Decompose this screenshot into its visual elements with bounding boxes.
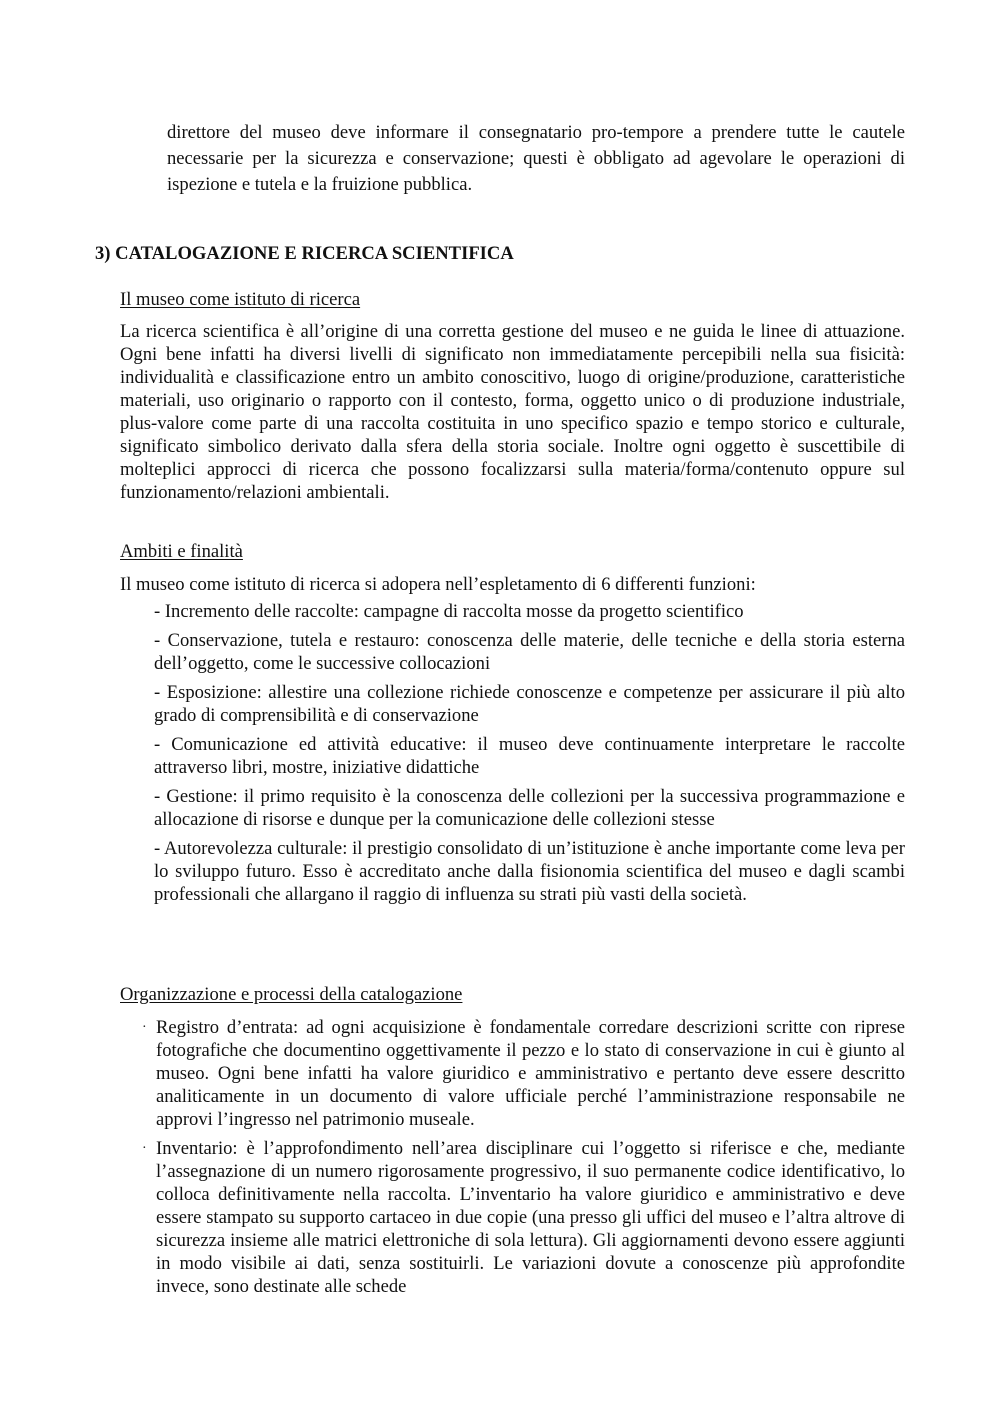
continuation-paragraph: direttore del museo deve informare il consegnatario pro-tempore a prendere tutte le cautele necessarie per la sicurezza e conservazione; questi è obbligato ad agevolare le operazioni di ispezione e tutela e la fruizione pubblica. bbox=[167, 122, 905, 195]
research-heading: Il museo come istituto di ricerca bbox=[120, 289, 361, 310]
list-item: - Esposizione: allestire una collezione richiede conoscenze e competenze per assicurare il più alto grado di comprensibilità e di conservazione bbox=[154, 682, 905, 726]
scope-intro: Il museo come istituto di ricerca si adopera nell’espletamento di 6 differenti funzioni: bbox=[120, 574, 756, 595]
list-item-text: Registro d’entrata: ad ogni acquisizione è fondamentale corredare descrizioni scritte con riprese fotografiche che documentino oggettivamente il pezzo e lo stato di conservazione in cui è giunto al museo. Ogni bene infatti ha valore giuridico e amministrativo e pertanto deve essere descritto analiticamente in un documento di valore ufficiale perché l’amministrazione responsabile ne approvi l’ingresso nel patrimonio museale. bbox=[156, 1017, 905, 1130]
scope-heading: Ambiti e finalità bbox=[120, 541, 243, 562]
list-item: - Gestione: il primo requisito è la conoscenza delle collezioni per la successiva programmazione e allocazione di risorse e dunque per la comunicazione delle collezioni stesse bbox=[154, 786, 905, 830]
scope-list bbox=[154, 600, 905, 912]
research-paragraph: La ricerca scientifica è all’origine di una corretta gestione del museo e ne guida le linee di attuazione. Ogni bene infatti ha diversi livelli di significato non immediatamente percepibili nella sua fisicità: individualità e classificazione entro un ambito conoscitivo, luogo di origine/produzione, caratteristiche materiali, uso originario o rapporto con il contesto, forma, oggetto unico o di produzione industriale, plus-valore come parte di una raccolta costituita in uno specifico spazio e tempo storico e culturale, significato simbolico derivato dalla sfera della storia sociale. Inoltre ogni oggetto è suscettibile di molteplici approcci di ricerca che possono focalizzarsi sulla materia/forma/contenuto oppure sul funzionamento/relazioni ambientali. bbox=[120, 321, 905, 503]
list-item: - Comunicazione ed attività educative: il museo deve continuamente interpretare le raccolte attraverso libri, mostre, iniziative didattiche bbox=[154, 734, 905, 778]
list-item bbox=[142, 1137, 905, 1298]
list-item-text: Inventario: è l’approfondimento nell’area disciplinare cui l’oggetto si riferisce e che, mediante l’assegnazione di un numero rigorosamente progressivo, il suo permanente codice identificativo, lo colloca definitivamente nella raccolta. L’inventario ha valore giuridico e amministrativo e deve essere stampato su supporto cartaceo in due copie (una presso gli uffici del museo e l’altra altrove di sicurezza insieme alle matrici elettroniche di sola lettura). Gli aggiornamenti devono essere aggiunti in modo visibile ai dati, senza sostituirli. Le variazioni dovute a conoscenze più approfondite invece, sono destinate alle schede bbox=[156, 1138, 905, 1297]
list-item bbox=[142, 1016, 905, 1131]
bullet-icon: · bbox=[142, 1141, 147, 1156]
bullet-icon: · bbox=[142, 1020, 147, 1035]
list-item: - Conservazione, tutela e restauro: conoscenza delle materie, delle tecniche e della storia esterna dell’oggetto, come le successive collocazioni bbox=[154, 630, 905, 674]
list-item: - Autorevolezza culturale: il prestigio consolidato di un’istituzione è anche importante come leva per lo sviluppo futuro. Esso è accreditato anche dalla fisionomia scientifica del museo e dagli scambi professionali che allargano il raggio di influenza su strati più vasti della società. bbox=[154, 838, 905, 905]
cataloguing-heading: Organizzazione e processi della catalogazione bbox=[120, 984, 463, 1005]
list-item: - Incremento delle raccolte: campagne di raccolta mosse da progetto scientifico bbox=[154, 601, 744, 622]
cataloguing-list bbox=[142, 1016, 905, 1304]
section-title: 3) CATALOGAZIONE E RICERCA SCIENTIFICA bbox=[95, 243, 514, 264]
